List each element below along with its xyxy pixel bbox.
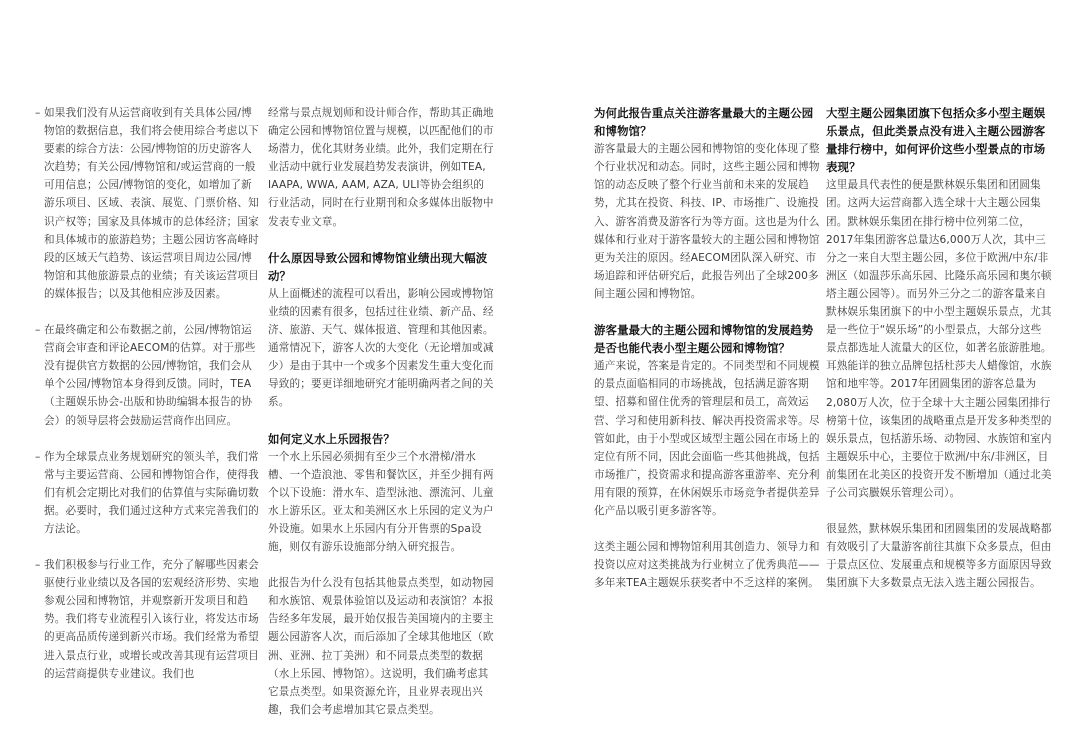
column-2: [268, 104, 494, 737]
bullet-text: 在最终确定和公布数据之前，公园/博物馆运营商会审查和评论AECOM的估算。对于那些没有提供官方数据的公园/博物馆，我们会从单个公园/博物馆本身得到反馈。同时，TEA（主题娱乐协会-出版和协助编辑本报告的协会）的领导层将会鼓励运营商作出回应。: [44, 324, 256, 427]
bullet-text: 我们积极参与行业工作，充分了解哪些因素会驱使行业业绩以及各国的宏观经济形势、实地参观公园和博物馆，并观察新开发项目和趋势。我们将专业流程引入该行业，将发达市场的更高品质传递到新兴市场。我们经常为希望进入景点行业，或增长或改善其现有运营项目的运营商提供专业建议。我们也: [44, 559, 259, 680]
section-heading: 什么原因导致公园和博物馆业绩出现大幅波动？: [268, 250, 488, 283]
column-4: [826, 104, 1052, 610]
bullet-dash: –: [35, 107, 41, 119]
bullet-dash: –: [35, 559, 41, 572]
paragraph: 这里最具代表性的便是默林娱乐集团和团圆集团。这两大运营商都入选全球十大主题公园集团。默林娱乐集团在排行榜中位列第二位，2017年集团游客总量达6,000万人次，其中三分之一来自大型主题公园，多位于欧洲/中东/非洲区（如温莎乐高乐园、比隆乐高乐园和奥尔顿塔主题公园等）。而另外三分之二的游客量来自默林娱乐集团旗下的中小型主题娱乐景点，尤其是一些位于“娱乐场”的小型景点，大部分这些景点都选址人流量大的区位，如著名旅游胜地。耳熟能详的独立品牌包括杜莎夫人蜡像馆，水族馆和地牢等。2017年团圆集团的游客总量为2,080万人次，位于全球十大主题公园集团排行榜第十位，该集团的战略重点是开发多种类型的娱乐景点，包括游乐场、动物园、水族馆和室内主题娱乐中心，主要位于欧洲/中东/非洲区，目前集团在北美区的投资开发不断增加（通过北美子公司宾臌娱乐管理公司）。: [826, 179, 1052, 499]
bullet-item: [35, 448, 261, 538]
paragraph: 通产来说，答案是肯定的。不同类型和不同规模的景点面临相同的市场挑战，包括满足游客期望、招募和留住优秀的管理层和员工，高效运营、学习和使用新科技、解决再投资需求等。尽管如此，由于小型或区域型主题公园在市场上的定位有所不同，因此会面临一些其他挑战，包括市场推广，投资需求和提高游客重游率、充分利用有限的预算，在休闲娱乐市场竞争者提供差异化产品以吸引更多游客等。: [594, 360, 820, 517]
bullet-dash: –: [35, 324, 41, 337]
section-heading: 为何此报告重点关注游客量最大的主题公园和博物馆？: [594, 106, 814, 139]
column-1: [35, 104, 261, 701]
bullet-item: [35, 556, 261, 683]
paragraph: 此报告为什么没有包括其他景点类型，如动物园和水族馆、观景体验馆以及运动和表演馆？本报告经多年发展，最开始仅报告美国境内的主要主题公园游客人次，而后添加了全球其他地区（欧洲、亚洲、拉丁美洲）和不同景点类型的数据（水上乐园、博物馆）。这说明，我们确考虑其它景点类型。如果资源允许，且业界表现出兴趣，我们会考虑增加其它景点类型。: [268, 577, 494, 716]
paragraph: 经常与景点规划师和设计师合作，帮助其正确地确定公园和博物馆位置与规模，以匹配他们的市场潜力，优化其财务业绩。此外，我们定期在行业活动中就行业发展趋势发表演讲，例如TEA, IAAPA, WWA, AAM, AZA, ULI等协会组织的行业活动，同时在行业期刊和众多媒体出版物中发表专业文章。: [268, 107, 494, 228]
bullet-item: [35, 321, 261, 430]
paragraph: 一个水上乐园必须拥有至少三个水滑梯/滑水槽、一个造浪池、零售和餐饮区，并至少拥有两个以下设施：滑水车、造型泳池、漂流河、儿童水上游乐区。亚太和美洲区水上乐园的定义为户外设施。如果水上乐园内有分开售票的Spa设施，则仅有游乐设施部分纳入研究报告。: [268, 450, 494, 554]
section-heading: 大型主题公园集团旗下包括众多小型主题娱乐景点，但此类景点没有进入主题公园游客量排行榜中，如何评价这些小型景点的市场表现？: [826, 106, 1046, 175]
paragraph: 很显然，默林娱乐集团和团圆集团的发展战略都有效吸引了大量游客前往其旗下众多景点，但由于景点区位、发展重点和规模等多方面原因导致集团旗下大多数景点无法入选主题公园报告。: [826, 523, 1052, 590]
paragraph: 从上面概述的流程可以看出，影响公园或博物馆业绩的因素有很多，包括过往业绩、新产品、经济、旅游、天气、媒体报道、管理和其他因素。通常情况下，游客人次的大变化（无论增加或减少）是由于其中一个或多个因素发生重大变化而导致的；要更详细地研究才能明确两者之间的关系。: [268, 287, 494, 409]
column-3: [594, 104, 820, 610]
bullet-text: 作为全球景点业务规划研究的领头羊，我们常常与主要运营商、公园和博物馆合作，使得我们有机会定期比对我们的估算值与实际确切数据。必要时，我们通过这种方式来完善我们的方法论。: [44, 450, 259, 535]
bullet-item: [35, 104, 261, 303]
section-heading: 游客量最大的主题公园和博物馆的发展趋势是否也能代表小型主题公园和博物馆？: [594, 323, 814, 356]
bullet-text: 如果我们没有从运营商收到有关具体公园/博物馆的数据信息，我们将会使用综合考虑以下要素的综合方法：公园/博物馆的历史游客人次趋势；有关公园/博物馆和/或运营商的一般可用信息；公园/博物馆的变化，如增加了新游乐项目、区域、表演、展览、门票价格、知识产权等；国家及具体城市的总体经济；国家和具体城市的旅游趋势；主题公园访客高峰时段的区域天气趋势、该运营项目周边公园/博物馆和其他旅游景点的业绩；有关该运营项目的媒体报告；以及其他相应涉及因素。: [44, 107, 259, 300]
paragraph: 这类主题公园和博物馆利用其创造力、领导力和投资以应对这类挑战为行业树立了优秀典范——多年来TEA主题娱乐获奖者中不乏这样的案例。: [594, 541, 820, 590]
paragraph: 游客量最大的主题公园和博物馆的变化体现了整个行业状况和动态。同时，这些主题公园和博物馆的动态反映了整个行业当前和未来的发展趋势，尤其在投资、科技、IP、市场推广、设施投入、游客消费及游客行为等方面。这也是为什么媒体和行业对于游客量较大的主题公园和博物馆更为关注的原因。经AECOM团队深入研究、市场追踪和评估研究后，此报告列出了全球200多间主题公园和博物馆。: [594, 143, 820, 300]
section-heading: 如何定义水上乐园报告？: [268, 431, 395, 446]
bullet-dash: –: [35, 450, 41, 463]
